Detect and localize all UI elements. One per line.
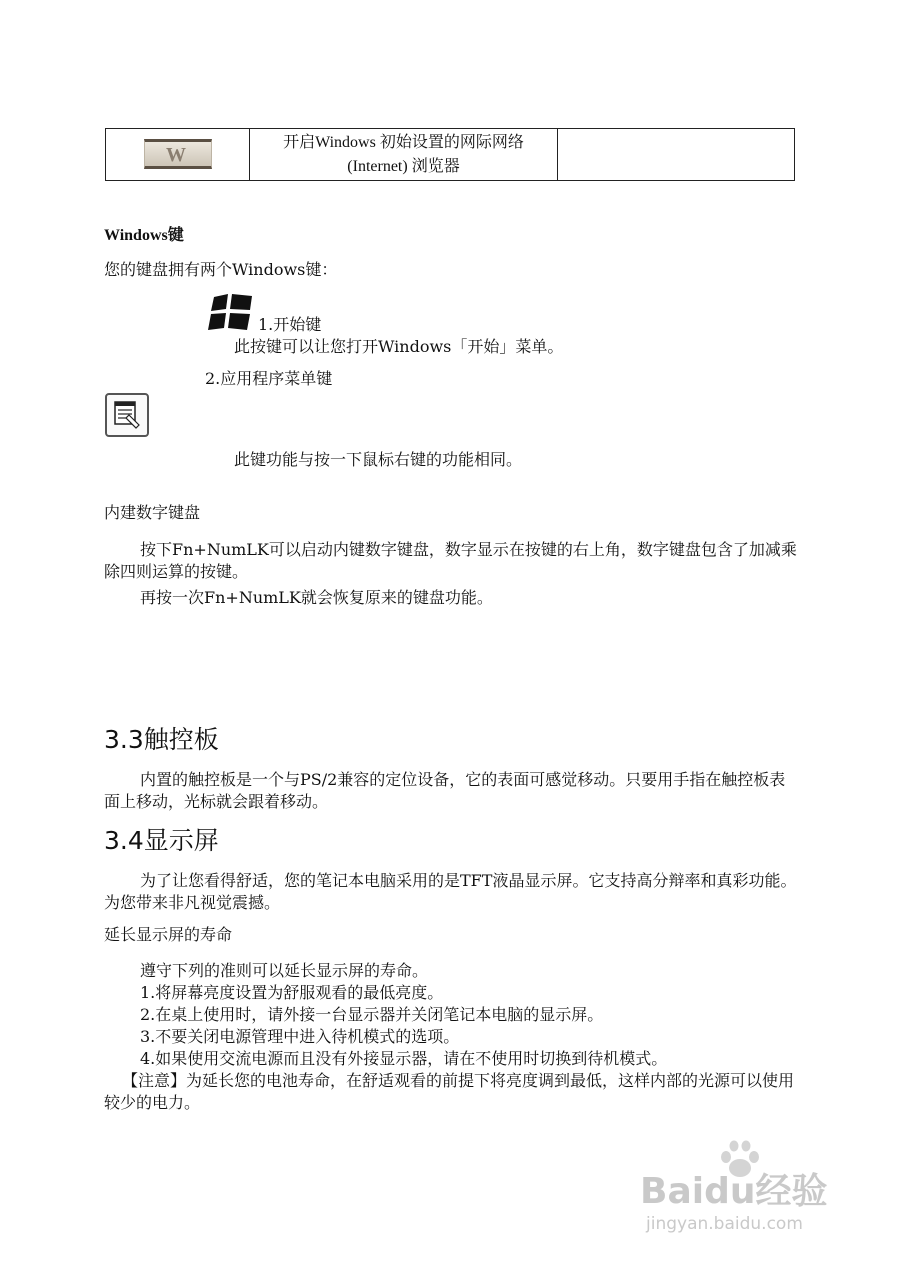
display-lifespan-intro: 遵守下列的准则可以延长显示屏的寿命。	[140, 961, 429, 980]
watermark-brand: Baidu经验	[640, 1171, 828, 1212]
app-key-label: 2.应用程序菜单键	[205, 369, 333, 388]
windows-logo-icon	[208, 294, 256, 332]
display-tip-2: 2.在桌上使用时，请外接一台显示器并关闭笔记本电脑的显示屏。	[140, 1005, 604, 1024]
display-tip-4: 4.如果使用交流电源而且没有外接显示器，请在不使用时切换到待机模式。	[140, 1049, 668, 1068]
windows-key-intro: 您的键盘拥有两个Windows键：	[104, 260, 338, 279]
display-tip-1: 1.将屏幕亮度设置为舒服观看的最低亮度。	[140, 983, 444, 1002]
display-paragraph: 为了让您看得舒适，您的笔记本电脑采用的是TFT液晶显示屏。它支持高分辩率和真彩功能。为您带来非凡视觉震撼。	[104, 871, 797, 912]
start-key-label: 1.开始键	[258, 315, 322, 334]
application-menu-key-icon	[105, 393, 149, 437]
key-description-line1: 开启Windows 初始设置的网际网络	[283, 134, 524, 151]
numpad-heading: 内建数字键盘	[104, 503, 201, 522]
key-table	[105, 128, 795, 181]
baidu-watermark	[640, 1140, 850, 1236]
app-key-description: 此键功能与按一下鼠标右键的功能相同。	[234, 450, 523, 469]
key-description-cell	[250, 129, 558, 180]
touchpad-paragraph: 内置的触控板是一个与PS/2兼容的定位设备，它的表面可感觉移动。只要用手指在触控板表面上移动，光标就会跟着移动。	[104, 770, 786, 811]
numpad-paragraph-1: 按下Fn+NumLK可以启动内键数字键盘，数字显示在按键的右上角，数字键盘包含了加减乘除四则运算的按键。	[104, 540, 797, 581]
display-lifespan-heading: 延长显示屏的寿命	[104, 925, 233, 944]
numpad-paragraph-2: 再按一次Fn+NumLK就会恢复原来的键盘功能。	[140, 588, 493, 607]
key-extra-cell	[558, 129, 794, 180]
display-note: 【注意】为延长您的电池寿命，在舒适观看的前提下将亮度调到最低，这样内部的光源可以使用较少的电力。	[104, 1071, 795, 1112]
start-key-description: 此按键可以让您打开Windows「开始」菜单。	[234, 337, 564, 356]
display-heading: 3.4显示屏	[104, 826, 219, 855]
internet-browser-key-icon	[144, 139, 212, 169]
windows-key-heading: Windows键	[104, 227, 184, 244]
key-icon-cell	[106, 129, 250, 180]
key-description-line2: (Internet) 浏览器	[347, 158, 460, 175]
touchpad-heading: 3.3触控板	[104, 725, 219, 754]
watermark-url: jingyan.baidu.com	[646, 1214, 803, 1234]
svg-text:W: W	[166, 144, 186, 166]
display-tip-3: 3.不要关闭电源管理中进入待机模式的选项。	[140, 1027, 460, 1046]
